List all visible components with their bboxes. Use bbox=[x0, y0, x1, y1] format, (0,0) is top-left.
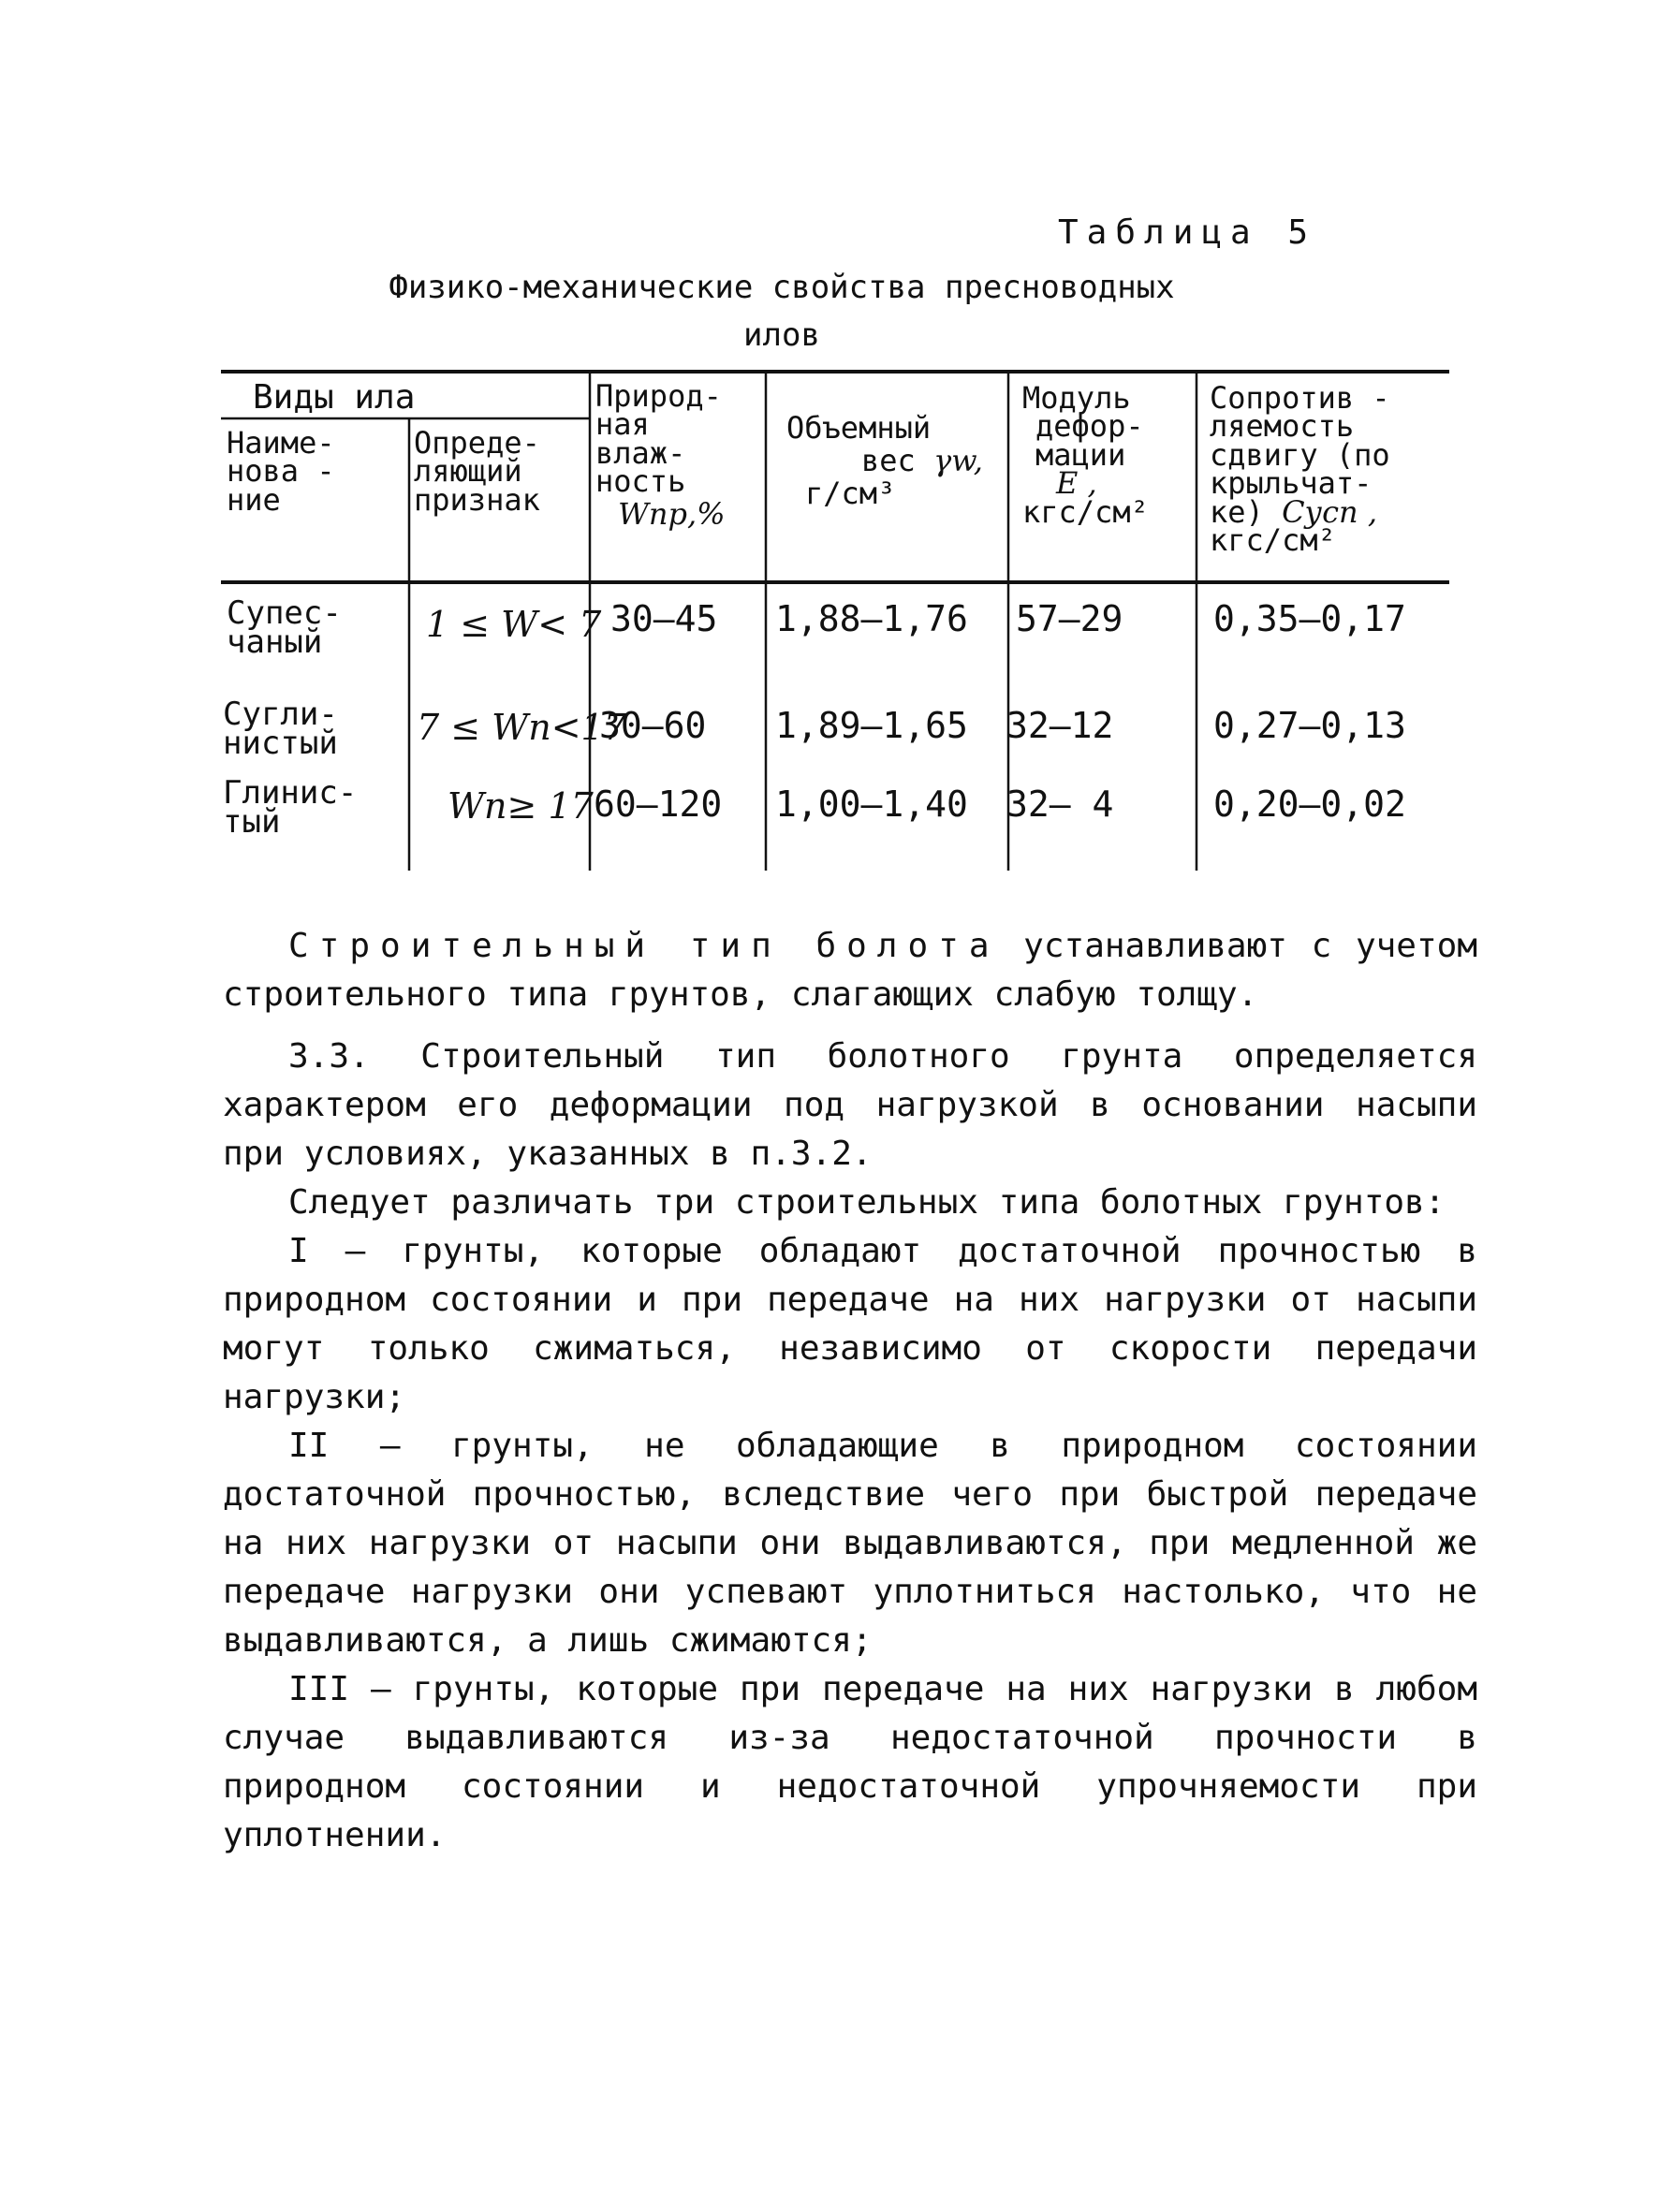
paragraph-three-types: Следует различать три строительных типа болотных грунтов: bbox=[288, 1183, 1446, 1222]
header-natural-moisture: Природ- ная влаж- ность Wпр,% bbox=[595, 378, 726, 532]
paragraph-lead-spaced: Строительный тип болота bbox=[288, 927, 1000, 965]
row-2-volume-weight: 1,89–1,65 bbox=[775, 705, 968, 746]
header-shear-resistance: Сопротив - ляемость сдвигу (по крыльчат- ке) Cусп , кгс/см² bbox=[1210, 380, 1390, 558]
header-defining-sign: Опреде- ляющий признак bbox=[414, 425, 540, 518]
table-number: Таблица 5 bbox=[1058, 213, 1317, 252]
table-title-line-2: илов bbox=[743, 316, 820, 354]
row-3-volume-weight: 1,00–1,40 bbox=[775, 784, 968, 825]
paragraph-3-3: 3.3. Строительный тип болотного грунта определяется характером его деформации под нагрузкой в основании насыпи при условиях, указанных в п.3.2. bbox=[223, 1037, 1477, 1173]
row-2-shear: 0,27–0,13 bbox=[1213, 705, 1406, 746]
header-volume-weight: Объемный вес γw, г/см³ bbox=[786, 410, 983, 512]
row-2-moisture: 30–60 bbox=[599, 705, 707, 746]
row-1-modulus: 57–29 bbox=[1016, 598, 1123, 639]
row-2-modulus: 32–12 bbox=[1006, 705, 1114, 746]
header-group-soil-types: Виды ила bbox=[253, 378, 416, 417]
header-name: Наиме- нова - ние bbox=[227, 425, 335, 518]
paragraph-type-3: III – грунты, которые при передаче на них нагрузки в любом случае выдавливаются из-за недостаточной прочности в природном состоянии и недостаточной упрочняемости при уплотнении. bbox=[223, 1670, 1477, 1854]
row-1-volume-weight: 1,88–1,76 bbox=[775, 598, 968, 639]
row-3-modulus: 32– 4 bbox=[1006, 784, 1114, 825]
paragraph-swamp-type bbox=[223, 922, 1477, 1019]
row-3-sign: Wп≥ 17 bbox=[448, 785, 594, 827]
row-1-name: Супес- чаный bbox=[227, 594, 342, 662]
row-2-sign: 7 ≤ Wп<17 bbox=[417, 707, 626, 748]
header-deformation-modulus: Модуль дефор- мации E , кгс/см² bbox=[1022, 380, 1149, 530]
moisture-symbol: Wпр,% bbox=[618, 495, 726, 532]
table-title-line-1: Физико-механические свойства пресноводных bbox=[389, 269, 1175, 306]
modulus-symbol: E , bbox=[1056, 465, 1097, 502]
row-1-shear: 0,35–0,17 bbox=[1213, 598, 1406, 639]
row-1-sign: 1 ≤ W< 7 bbox=[426, 604, 602, 645]
paragraph-type-2: II – грунты, не обладающие в природном состоянии достаточной прочностью, вследствие чего при быстрой передаче на них нагрузки от насыпи они выдавливаются, при медленной же передаче нагрузки они успевают уплотниться настолько, что не выдавливаются, а лишь сжимаются; bbox=[223, 1427, 1477, 1660]
body-text bbox=[223, 922, 1477, 1860]
volume-weight-unit: г/см³ bbox=[805, 476, 896, 512]
row-3-shear: 0,20–0,02 bbox=[1213, 784, 1406, 825]
shear-symbol: Cусп , bbox=[1282, 493, 1377, 530]
shear-unit: кгс/см² bbox=[1210, 521, 1336, 558]
volume-weight-symbol: γw, bbox=[933, 443, 983, 479]
row-3-moisture: 60–120 bbox=[594, 784, 723, 825]
paragraph-swamp-type-rest: устанавливают с учетом строительного типа грунтов, слагающих слабую толщу. bbox=[223, 927, 1477, 1014]
row-1-moisture: 30–45 bbox=[610, 598, 718, 639]
modulus-unit: кгс/см² bbox=[1022, 493, 1149, 530]
row-2-name: Сугли- нистый bbox=[223, 696, 338, 763]
paragraph-type-1: I – грунты, которые обладают достаточной прочностью в природном состоянии и при передаче на них нагрузки от насыпи могут только сжиматься, независимо от скорости передачи нагрузки; bbox=[223, 1232, 1477, 1416]
row-3-name: Глинис- тый bbox=[223, 774, 358, 842]
